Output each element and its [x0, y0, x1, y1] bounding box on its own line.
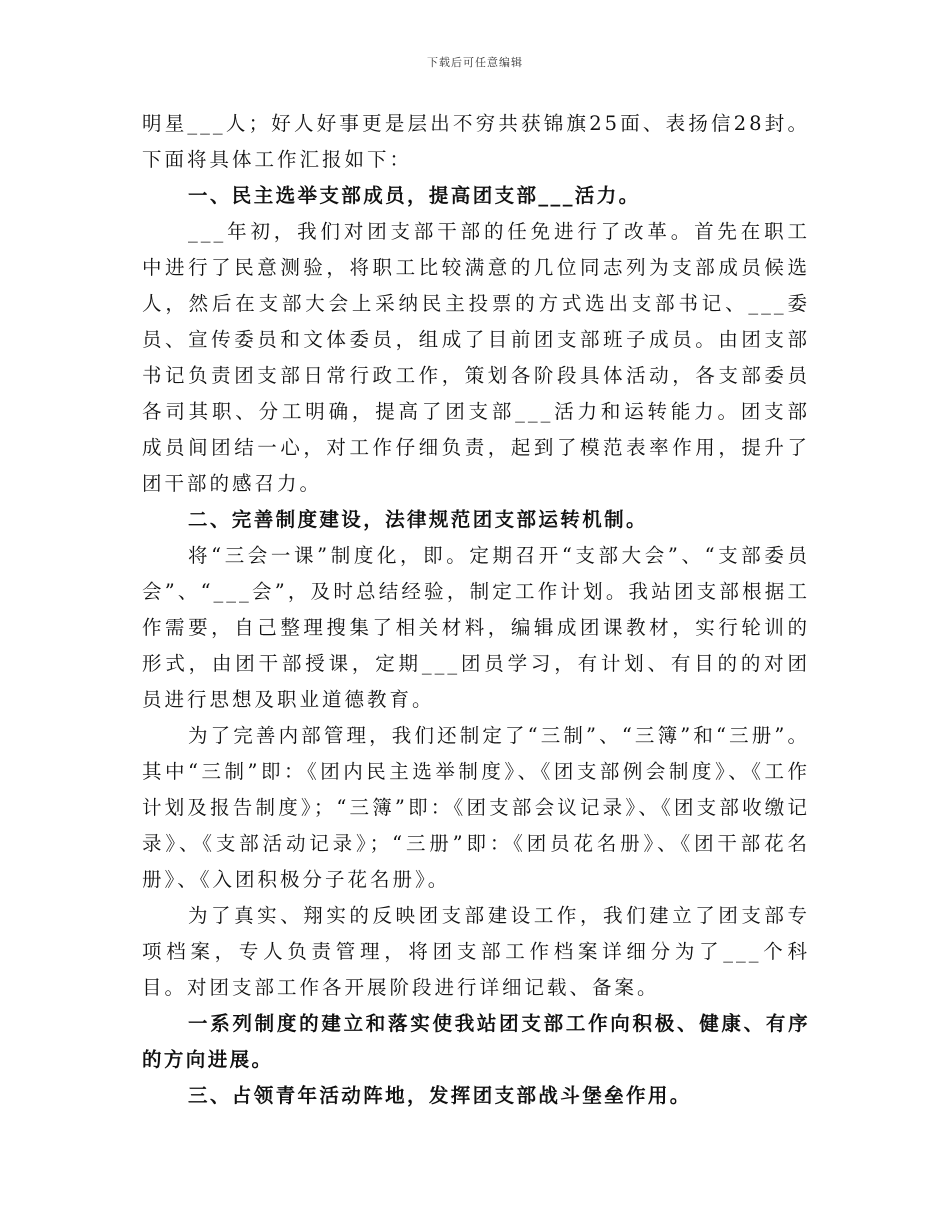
paragraph-archives: 为了真实、翔实的反映团支部建设工作，我们建立了团支部专项档案，专人负责管理，将团支部工作档案详细分为了___个科目。对团支部工作各开展阶段进行详细记载、备案。: [142, 904, 810, 999]
section-heading-3: 三、占领青年活动阵地，发挥团支部战斗堡垒作用。: [188, 1084, 692, 1107]
section-heading-2: 二、完善制度建设，法律规范团支部运转机制。: [188, 508, 648, 531]
paragraph-three-meetings: 将“三会一课”制度化，即。定期召开“支部大会”、“支部委员会”、“___会”，及时总结经验，制定工作计划。我站团支部根据工作需要，自己整理搜集了相关材料，编辑成团课教材，实行轮训的形式，由团干部授课，定期___团员学习，有计划、有目的的对团员进行思想及职业道德教育。: [142, 544, 810, 711]
paragraph-summary: 一系列制度的建立和落实使我站团支部工作向积极、健康、有序的方向进展。: [142, 1012, 810, 1071]
paragraph-intro: 明星___人；好人好事更是层出不穷共获锦旗25面、表扬信28封。下面将具体工作汇报如下：: [142, 112, 810, 171]
document-body: [142, 106, 810, 1114]
paragraph-section-1: ___年初，我们对团支部干部的任免进行了改革。首先在职工中进行了民意测验，将职工比较满意的几位同志列为支部成员候选人，然后在支部大会上采纳民主投票的方式选出支部书记、___委员、宣传委员和文体委员，组成了目前团支部班子成员。由团支部书记负责团支部日常行政工作，策划各阶段具体活动，各支部委员各司其职、分工明确，提高了团支部___活力和运转能力。团支部成员间团结一心，对工作仔细负责，起到了模范表率作用，提升了团干部的感召力。: [142, 220, 810, 495]
section-heading-1: 一、民主选举支部成员，提高团支部___活力。: [188, 184, 641, 207]
page-header: 下载后可任意编辑: [427, 56, 523, 69]
paragraph-internal-management: 为了完善内部管理，我们还制定了“三制”、“三簿”和“三册”。其中“三制”即：《团内民主选举制度》、《团支部例会制度》、《工作计划及报告制度》；“三簿”即：《团支部会议记录》、《团支部收缴记录》、《支部活动记录》；“三册”即：《团员花名册》、《团干部花名册》、《入团积极分子花名册》。: [142, 724, 810, 891]
